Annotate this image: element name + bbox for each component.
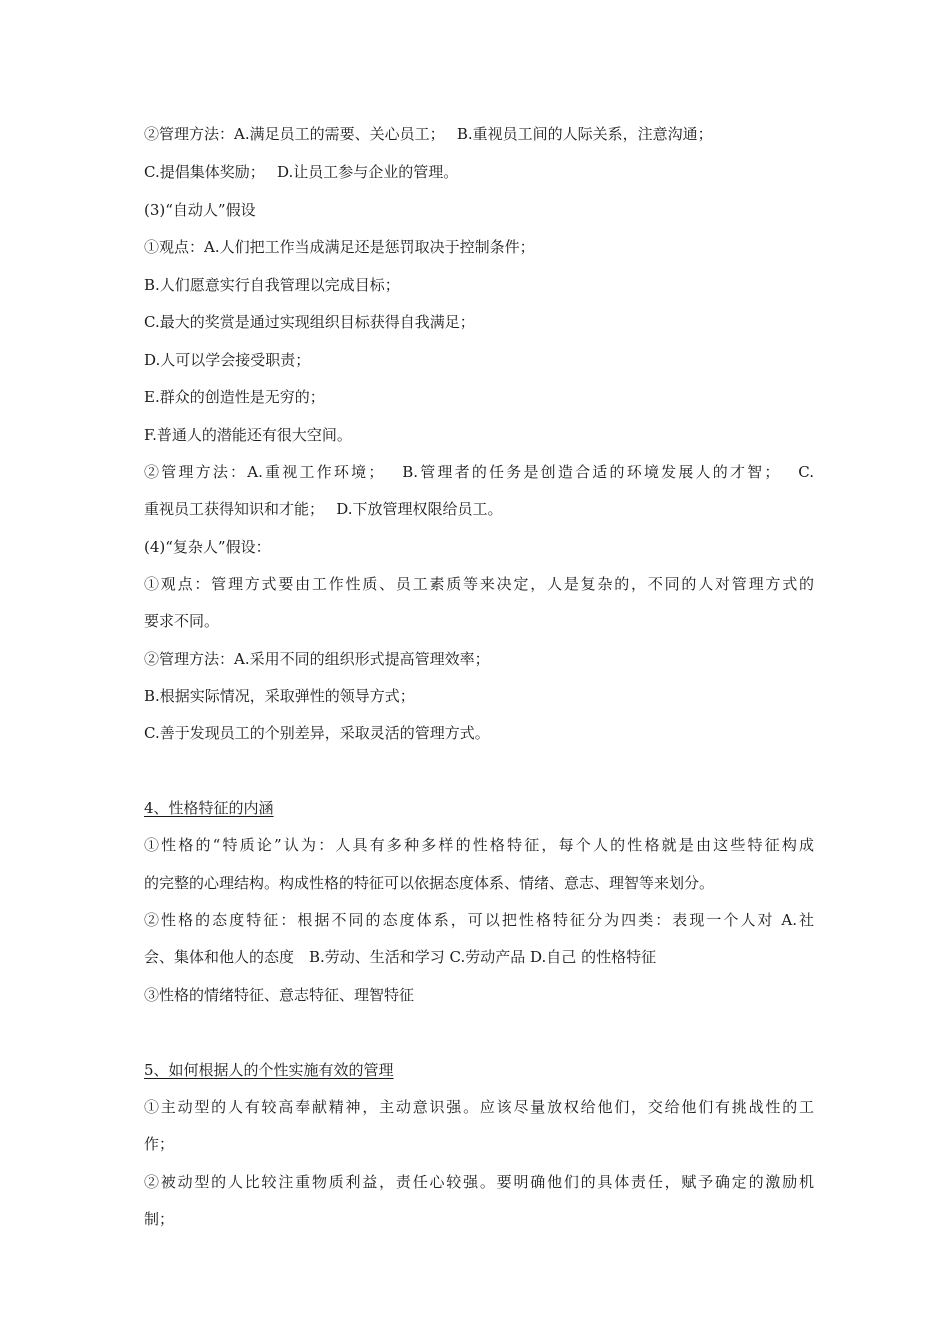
text-line: ②管理方法：A.采用不同的组织形式提高管理效率； [144,650,490,668]
text-line: B.人们愿意实行自我管理以完成目标； [144,276,400,294]
text-line: ①观点：A.人们把工作当成满足还是惩罚取决于控制条件； [144,238,535,256]
text-line: ②管理方法：A.满足员工的需要、关心员工； B.重视员工间的人际关系，注意沟通； [144,125,713,143]
text-line: 会、集体和他人的态度 B.劳动、生活和学习 C.劳动产品 D.自己 的性格特征 [144,948,657,966]
section-heading: 5、如何根据人的个性实施有效的管理 [144,1061,394,1079]
text-line: 重视员工获得知识和才能； D.下放管理权限给员工。 [144,500,503,518]
text-line: D.人可以学会接受职责； [144,351,311,369]
text-line: B.根据实际情况，采取弹性的领导方式； [144,687,415,705]
text-line: E.群众的创造性是无穷的； [144,388,325,406]
text-line: ①性格的“特质论”认为：人具有多种多样的性格特征，每个人的性格就是由这些特征构成 [144,836,814,854]
text-line: C.最大的奖赏是通过实现组织目标获得自我满足； [144,313,475,331]
text-line: ①观点：管理方式要由工作性质、员工素质等来决定，人是复杂的，不同的人对管理方式的 [144,575,814,593]
section-title: (3)“自动人”假设 [144,201,256,219]
text-line: ②管理方法：A.重视工作环境； B.管理者的任务是创造合适的环境发展人的才智； C. [144,463,814,481]
section-title: (4)“复杂人”假设： [144,538,271,556]
text-line: ③性格的情绪特征、意志特征、理智特征 [144,986,415,1004]
section-heading: 4、性格特征的内涵 [144,799,274,817]
text-line: C.善于发现员工的个别差异，采取灵活的管理方式。 [144,724,490,742]
text-line: 制； [144,1210,175,1228]
text-line: C.提倡集体奖励； D.让员工参与企业的管理。 [144,163,459,181]
text-line: F.普通人的潜能还有很大空间。 [144,426,352,444]
text-line: 作； [144,1135,175,1153]
text-line: ②被动型的人比较注重物质利益，责任心较强。要明确他们的具体责任，赋予确定的激励机 [144,1173,814,1191]
text-line: 要求不同。 [144,612,220,630]
text-line: ①主动型的人有较高奉献精神，主动意识强。应该尽量放权给他们，交给他们有挑战性的工 [144,1098,814,1116]
text-line: ②性格的态度特征：根据不同的态度体系，可以把性格特征分为四类：表现一个人对 A.社 [144,911,814,929]
text-line: 的完整的心理结构。构成性格的特征可以依据态度体系、情绪、意志、理智等来划分。 [144,874,715,892]
